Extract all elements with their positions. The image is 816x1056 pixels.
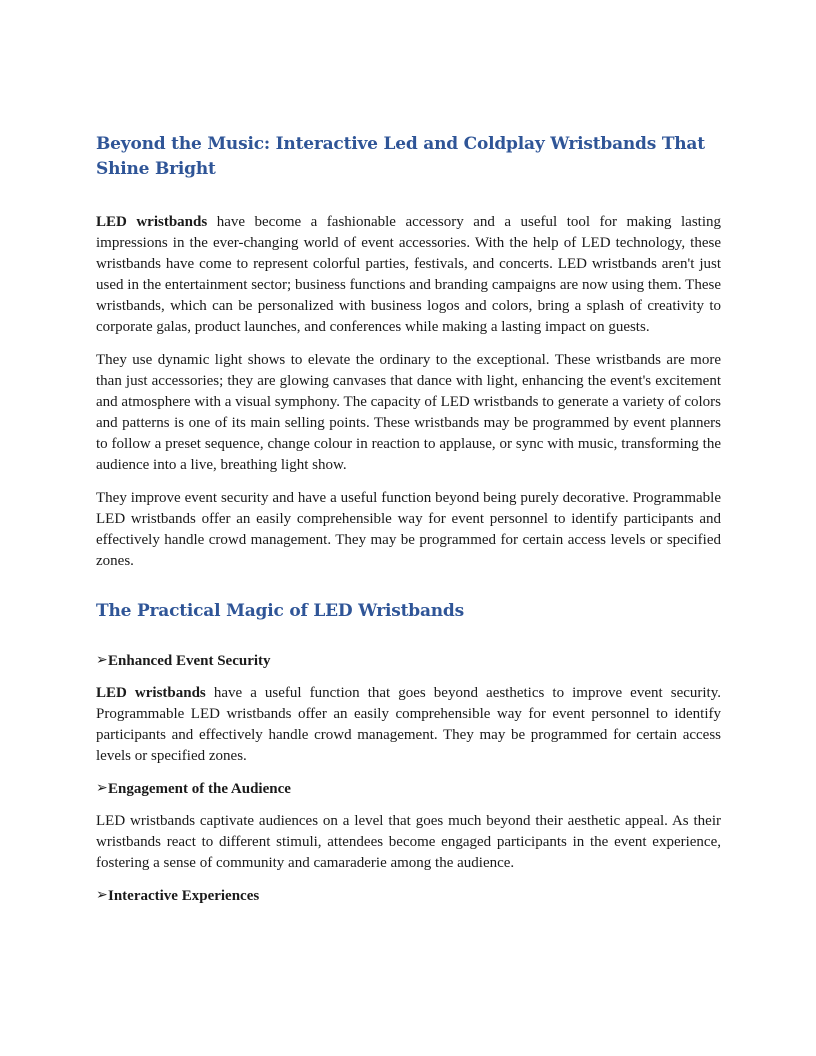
document-title: Beyond the Music: Interactive Led and Coldplay Wristbands That Shine Bright xyxy=(96,134,705,179)
intro-paragraph xyxy=(96,212,721,338)
document-page xyxy=(96,132,721,907)
arrow-bullet-icon: ➢ xyxy=(96,887,108,903)
intro-lead: LED wristbands xyxy=(96,214,208,230)
arrow-bullet-icon: ➢ xyxy=(96,780,108,796)
paragraph-security: They improve event security and have a useful function beyond being purely decorative. Programmable LED wristbands offer an easily comprehensible way for event personnel to identify participants and effectively handle crowd management. They may be programmed for certain access levels or specified zones. xyxy=(96,490,721,569)
bullet-enhanced-security xyxy=(96,651,721,672)
arrow-bullet-icon: ➢ xyxy=(96,652,108,668)
paragraph-light-shows: They use dynamic light shows to elevate the ordinary to the exceptional. These wristbands are more than just accessories; they are glowing canvases that dance with light, enhancing the event's excitement and atmosphere with a visual symphony. The capacity of LED wristbands to generate a variety of colors and patterns is one of its main selling points. These wristbands may be programmed by event planners to follow a preset sequence, change colour in reaction to applause, or sync with music, transforming the audience into a live, breathing light show. xyxy=(96,352,721,473)
section-heading: The Practical Magic of LED Wristbands xyxy=(96,601,464,621)
bullet-body: LED wristbands captivate audiences on a level that goes much beyond their aesthetic appeal. As their wristbands react to different stimuli, attendees become engaged participants in the event experience, fostering a sense of community and camaraderie among the audience. xyxy=(96,813,721,871)
bullet-body xyxy=(96,683,721,767)
bullet-title: Engagement of the Audience xyxy=(108,781,291,797)
bullet-title: Enhanced Event Security xyxy=(108,653,271,669)
bullet-title: Interactive Experiences xyxy=(108,888,260,904)
bullet-lead: LED wristbands xyxy=(96,685,206,701)
intro-text: have become a fashionable accessory and a useful tool for making lasting impressions in the ever-changing world of event accessories. With the help of LED technology, these wristbands have come to represent colorful parties, festivals, and concerts. LED wristbands aren't just used in the entertainment sector; business functions and branding campaigns are now using them. These wristbands, which can be personalized with business logos and colors, bring a splash of creativity to corporate galas, product launches, and conferences while making a lasting impact on guests. xyxy=(96,214,722,335)
bullet-audience-engagement xyxy=(96,779,721,800)
bullet-text: have a useful function that goes beyond aesthetics to improve event security. Programmable LED wristbands offer an easily comprehensible way for event personnel to identify participants and effectively handle crowd management. They may be programmed for certain access levels or specified zones. xyxy=(96,685,721,764)
bullet-interactive-experiences xyxy=(96,886,721,907)
